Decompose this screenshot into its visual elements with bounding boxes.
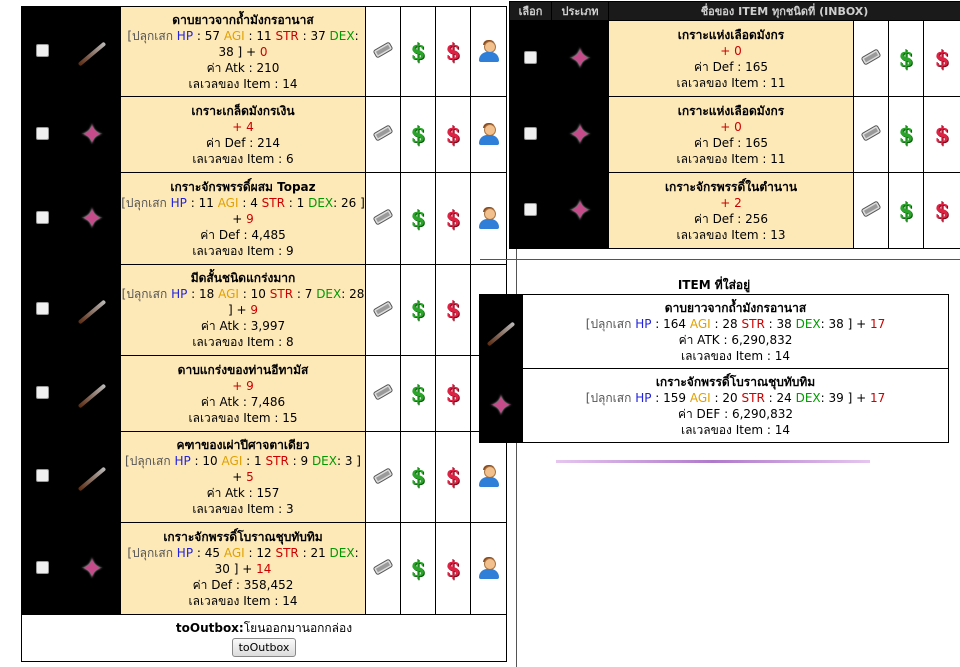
select-checkbox[interactable] bbox=[36, 561, 49, 574]
armor-icon: ✦ bbox=[489, 388, 513, 422]
hammer-icon[interactable] bbox=[371, 392, 395, 406]
green-dollar-icon[interactable]: $ bbox=[410, 38, 426, 65]
item-level: เลเวลของ Item : 11 bbox=[676, 75, 786, 90]
item-stats: [ปลุกเสก HP : 10 AGI : 1 STR : 9 DEX: 3 ] + 5 bbox=[125, 454, 361, 484]
inbox-bottom-line bbox=[480, 259, 960, 260]
item-name: เกราะจักพรรดิ์โบราณชุบทับทิม bbox=[655, 374, 816, 389]
equipped-title: ITEM ที่ใส่อยู่ bbox=[677, 278, 751, 292]
select-checkbox[interactable] bbox=[524, 127, 537, 140]
item-stats: [ปลุกเสก HP : 45 AGI : 12 STR : 21 DEX: 30 ] + 14 bbox=[127, 545, 359, 576]
item-value: ค่า Def : 4,485 bbox=[200, 227, 286, 242]
item-level: เลเวลของ Item : 14 bbox=[188, 593, 298, 608]
item-value: ค่า ATK : 6,290,832 bbox=[678, 332, 793, 347]
red-dollar-icon[interactable]: $ bbox=[445, 555, 461, 582]
green-dollar-icon[interactable]: $ bbox=[410, 121, 426, 148]
item-value: ค่า Def : 165 bbox=[693, 135, 768, 150]
item-level: เลเวลของ Item : 3 bbox=[192, 502, 294, 516]
item-name: ดาบยาวจากถ้ำมังกรอานาส bbox=[664, 300, 807, 315]
red-dollar-icon[interactable]: $ bbox=[934, 121, 950, 148]
item-plus: + 2 bbox=[720, 195, 742, 210]
red-dollar-icon[interactable]: $ bbox=[445, 297, 461, 323]
select-checkbox[interactable] bbox=[36, 127, 49, 140]
red-dollar-icon[interactable]: $ bbox=[445, 205, 461, 232]
user-icon[interactable] bbox=[479, 124, 499, 146]
item-name: เกราะเกล็ดมังกรเงิน bbox=[191, 103, 295, 118]
item-value: ค่า Atk : 3,997 bbox=[200, 319, 286, 333]
hammer-icon[interactable] bbox=[371, 133, 395, 147]
equipped-table bbox=[479, 294, 949, 443]
inbox-header-type: ประเภท bbox=[552, 2, 609, 21]
item-name: เกราะจักรพรรดิ์ในตำนาน bbox=[664, 179, 798, 194]
item-plus: + 4 bbox=[232, 119, 254, 134]
item-level: เลเวลของ Item : 14 bbox=[680, 348, 790, 363]
item-level: เลเวลของ Item : 11 bbox=[676, 151, 786, 166]
armor-icon: ✦ bbox=[80, 201, 104, 235]
inventory-row bbox=[22, 523, 507, 615]
item-name: เกราะจักพรรดิ์โบราณชุบทับทิม bbox=[163, 529, 323, 544]
user-icon[interactable] bbox=[479, 466, 499, 488]
inventory-row bbox=[22, 7, 507, 97]
inbox-row bbox=[510, 173, 960, 249]
hammer-icon[interactable] bbox=[371, 476, 395, 490]
item-value: ค่า Def : 165 bbox=[693, 59, 768, 74]
inbox-table bbox=[509, 1, 960, 249]
armor-icon: ✦ bbox=[80, 551, 104, 585]
select-checkbox[interactable] bbox=[36, 469, 49, 482]
select-checkbox[interactable] bbox=[36, 44, 49, 57]
red-dollar-icon[interactable]: $ bbox=[445, 121, 461, 148]
item-value: ค่า Atk : 157 bbox=[206, 486, 280, 500]
hammer-icon[interactable] bbox=[371, 217, 395, 231]
item-value: ค่า Def : 214 bbox=[205, 135, 280, 150]
outbox-text: โยนออกมานอกกล่อง bbox=[243, 621, 353, 635]
item-value: ค่า Atk : 210 bbox=[206, 60, 280, 75]
item-value: ค่า DEF : 6,290,832 bbox=[677, 406, 794, 421]
armor-icon: ✦ bbox=[568, 193, 592, 227]
armor-icon: ✦ bbox=[568, 117, 592, 151]
inbox-row bbox=[510, 21, 960, 97]
item-name: เกราะจักรพรรดิ์ผสม Topaz bbox=[170, 179, 316, 194]
green-dollar-icon[interactable]: $ bbox=[410, 464, 426, 490]
select-checkbox[interactable] bbox=[36, 386, 49, 399]
item-level: เลเวลของ Item : 14 bbox=[188, 76, 298, 91]
item-stats: [ปลุกเสก HP : 11 AGI : 4 STR : 1 DEX: 26 ] + 9 bbox=[121, 195, 365, 226]
item-value: ค่า Def : 358,452 bbox=[192, 577, 294, 592]
item-value: ค่า Def : 256 bbox=[693, 211, 768, 226]
inbox-header-name: ชื่อของ ITEM ทุกชนิดที่ (INBOX) bbox=[609, 2, 960, 21]
item-name: เกราะแห่งเลือดมังกร bbox=[677, 27, 785, 42]
sword-icon bbox=[487, 321, 516, 346]
green-dollar-icon[interactable]: $ bbox=[898, 121, 914, 148]
red-dollar-icon[interactable]: $ bbox=[445, 380, 461, 407]
item-plus: + 9 bbox=[232, 378, 254, 393]
item-plus: + 0 bbox=[720, 43, 742, 58]
hammer-icon[interactable] bbox=[859, 57, 883, 71]
sword-icon bbox=[78, 383, 107, 408]
decorative-bar bbox=[556, 460, 870, 463]
sword-icon bbox=[78, 41, 107, 66]
hammer-icon[interactable] bbox=[859, 133, 883, 147]
item-stats: [ปลุกเสก HP : 18 AGI : 10 STR : 7 DEX: 28 ] + 9 bbox=[121, 287, 365, 317]
user-icon[interactable] bbox=[479, 208, 499, 230]
red-dollar-icon[interactable]: $ bbox=[934, 45, 950, 72]
hammer-icon[interactable] bbox=[371, 50, 395, 64]
green-dollar-icon[interactable]: $ bbox=[410, 555, 426, 582]
item-level: เลเวลของ Item : 8 bbox=[192, 335, 294, 349]
item-name: คฑาของเผ่าปีศาจตาเดียว bbox=[176, 438, 310, 452]
sword-icon bbox=[78, 300, 107, 325]
inventory-row bbox=[22, 356, 507, 432]
item-plus: + 0 bbox=[720, 119, 742, 134]
user-icon[interactable] bbox=[479, 41, 499, 63]
item-level: เลเวลของ Item : 15 bbox=[188, 410, 298, 425]
green-dollar-icon[interactable]: $ bbox=[898, 197, 914, 224]
item-name: มีดสั้นชนิดแกร่งมาก bbox=[190, 271, 296, 285]
hammer-icon[interactable] bbox=[371, 567, 395, 581]
item-stats: [ปลุกเสก HP : 57 AGI : 11 STR : 37 DEX: 38 ] + 0 bbox=[127, 28, 359, 59]
item-level: เลเวลของ Item : 14 bbox=[680, 422, 790, 437]
red-dollar-icon[interactable]: $ bbox=[445, 38, 461, 65]
green-dollar-icon[interactable]: $ bbox=[410, 297, 426, 323]
green-dollar-icon[interactable]: $ bbox=[410, 205, 426, 232]
inventory-row bbox=[22, 265, 507, 356]
inventory-row bbox=[22, 173, 507, 265]
armor-icon: ✦ bbox=[568, 41, 592, 75]
hammer-icon[interactable] bbox=[371, 309, 395, 323]
green-dollar-icon[interactable]: $ bbox=[410, 380, 426, 407]
select-checkbox[interactable] bbox=[36, 302, 49, 315]
item-name: ดาบแกร่งของท่านอีทามัส bbox=[177, 362, 309, 377]
inventory-row bbox=[22, 432, 507, 523]
item-level: เลเวลของ Item : 6 bbox=[192, 151, 294, 166]
outbox-area bbox=[22, 615, 507, 662]
armor-icon: ✦ bbox=[80, 117, 104, 151]
hammer-icon[interactable] bbox=[859, 209, 883, 223]
equipped-row bbox=[480, 369, 949, 443]
inbox-row bbox=[510, 97, 960, 173]
item-name: เกราะแห่งเลือดมังกร bbox=[677, 103, 785, 118]
select-checkbox[interactable] bbox=[524, 203, 537, 216]
item-name: ดาบยาวจากถ้ำมังกรอานาส bbox=[172, 12, 314, 27]
outbox-label: toOutbox: bbox=[175, 621, 244, 635]
select-checkbox[interactable] bbox=[36, 211, 49, 224]
sword-icon bbox=[78, 467, 107, 492]
item-value: ค่า Atk : 7,486 bbox=[200, 394, 286, 409]
to-outbox-button[interactable]: toOutbox bbox=[232, 638, 297, 657]
red-dollar-icon[interactable]: $ bbox=[934, 197, 950, 224]
inventory-table bbox=[21, 6, 507, 662]
inbox-header-select: เลือก bbox=[510, 2, 552, 21]
item-level: เลเวลของ Item : 13 bbox=[676, 227, 786, 242]
green-dollar-icon[interactable]: $ bbox=[898, 45, 914, 72]
red-dollar-icon[interactable]: $ bbox=[445, 464, 461, 490]
inventory-row bbox=[22, 97, 507, 173]
user-icon[interactable] bbox=[479, 558, 499, 580]
item-stats: [ปลุกเสก HP : 159 AGI : 20 STR : 24 DEX: 39 ] + 17 bbox=[585, 390, 886, 405]
equipped-row bbox=[480, 295, 949, 369]
item-level: เลเวลของ Item : 9 bbox=[192, 243, 294, 258]
select-checkbox[interactable] bbox=[524, 51, 537, 64]
item-stats: [ปลุกเสก HP : 164 AGI : 28 STR : 38 DEX: 38 ] + 17 bbox=[585, 316, 886, 331]
